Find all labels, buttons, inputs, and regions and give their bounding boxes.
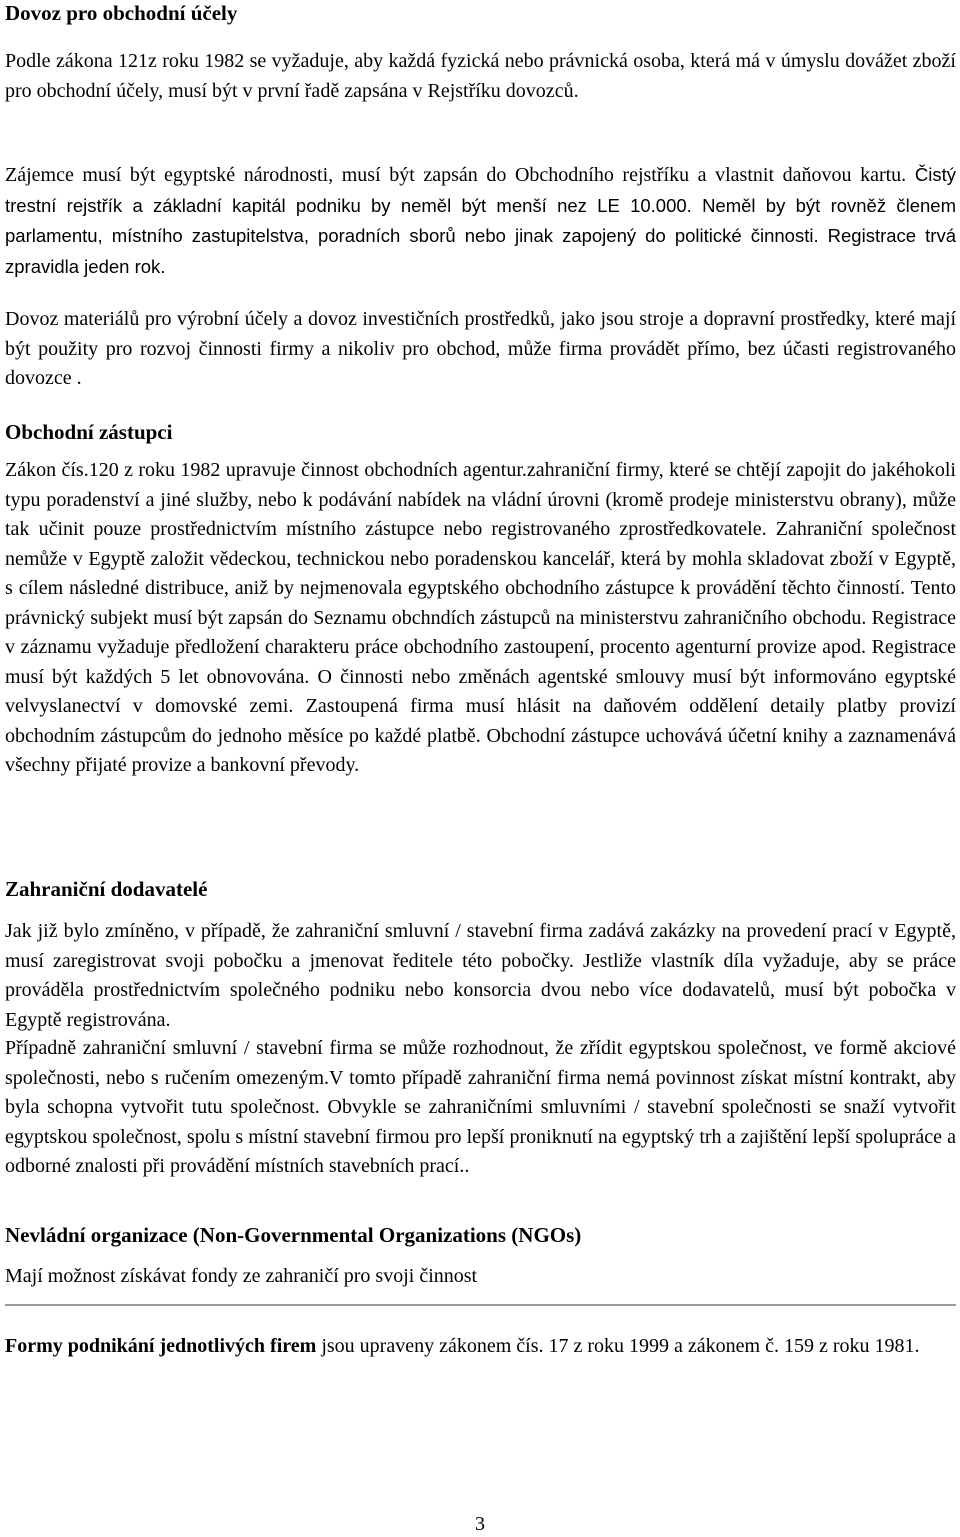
business-forms-text: jsou upraveny zákonem čís. 17 z roku 1999 a zákonem č. 159 z roku 1981. [316, 1335, 920, 1357]
page-number: 3 [475, 1513, 485, 1535]
paragraph-import-registration: Podle zákona 121z roku 1982 se vyžaduje, aby každá fyzická nebo právnická osoba, která má v úmyslu dovážet zboží pro obchodní účely, musí být v první řadě zapsána v Rejstříku dovozců. [5, 50, 956, 102]
paragraph-agents [5, 456, 956, 781]
heading-ngo: Nevládní organizace (Non-Governmental Organizations (NGOs) [5, 1223, 582, 1247]
paragraph-suppliers-company: Případně zahraniční smluvní / stavební firma se může rozhodnout, že zřídit egyptskou společnost, ve formě akciové společnosti, nebo s ručením omezeným.V tomto případě zahraniční firma nemá povinnost získat místní kontrakt, aby byla schopna vytvořit tutu společnost. Obvykle se zahraničními smluvními / stavební společnosti se snaží vytvořit egyptskou společnost, spolu s místní stavební firmou pro lepší proniknutí na egyptský trh a zajištění lepší spolupráce a odborné znalosti při provádění místních stavebních prací.. [5, 1037, 956, 1177]
business-forms-bold: Formy podnikání jednotlivých firem [5, 1335, 317, 1357]
paragraph-import-requirements [5, 160, 956, 282]
paragraph-business-forms [5, 1332, 956, 1362]
agents-body-text: zahraniční firmy, které se chtějí zapojit do jakéhokoli typu poradenství a jiné služby, nebo k podávání nabídek na vládní úrovni (kromě prodeje ministerstvu obrany), může tak učinit pouze prostřednictvím místního zástupce nebo registrovaného zprostředkovatele. Zahraniční společnost nemůže v Egyptě založit vědeckou, technickou nebo poradenskou kancelář, která by mohla skladovat zboží v Egyptě, s cílem následné distribuce, aniž by nejmenovala egyptského obchodního zástupce k provádění těchto činností. Tento právnický subjekt musí být zapsán do Seznamu obchndích zástupců na ministerstvu zahraničního obchodu. Registrace v záznamu vyžaduje předložení charakteru práce obchodního zastoupení, procento agenturní provize apod. Registrace musí být každých 5 let obnovována. O činnosti nebo změnách agentské smlouvy musí být informováno egyptské velvyslanectví v domovské zemi. Zastoupená firma musí hlásit na daňovém oddělení detaily platby provizí obchodním zástupcům do jednoho měsíce po každé platbě. Obchodní zástupce uchovává účetní knihy a zaznamenává všechny přijaté provize a bankovní převody. [5, 459, 956, 776]
heading-import: Dovoz pro obchodní účely [5, 1, 238, 25]
heading-agents: Obchodní zástupci [5, 420, 173, 444]
paragraph-suppliers-branch: Jak již bylo zmíněno, v případě, že zahraniční smluvní / stavební firma zadává zakázky na provedení prací v Egyptě, musí zaregistrovat svoji pobočku a jmenovat ředitele této pobočky. Jestliže vlastník díla vyžaduje, aby se práce prováděla prostřednictvím společného podniku nebo konsorcia dvou nebo více dodavatelů, musí být pobočka v Egyptě registrována. [5, 920, 956, 1031]
horizontal-divider [5, 1304, 956, 1306]
heading-suppliers: Zahraniční dodavatelé [5, 877, 208, 901]
requirements-text: Zájemce musí být egyptské národnosti, musí být zapsán do Obchodního rejstříku a vlastnit daňovou kartu. [5, 164, 907, 186]
paragraph-ngo: Mají možnost získávat fondy ze zahraničí pro svoji činnost [5, 1265, 478, 1287]
agents-law-text: Zákon čís.120 z roku 1982 upravuje činnost obchodních agentur. [5, 459, 527, 481]
paragraph-import-materials: Dovoz materiálů pro výrobní účely a dovoz investičních prostředků, jako jsou stroje a dopravní prostředky, které mají být použity pro rozvoj činnosti firmy a nikoliv pro obchod, může firma provádět přímo, bez účasti registrovaného dovozce . [5, 308, 956, 389]
requirements-text-continued: Čistý trestní rejstřík a základní kapitál podniku by neměl být menší nez LE 10.000. Neměl by být rovněž členem parlamentu, místního zastupitelstva, poradních sborů nebo jinak zapojený do politické činnosti. Registrace trvá zpravidla jeden rok. [5, 164, 957, 277]
